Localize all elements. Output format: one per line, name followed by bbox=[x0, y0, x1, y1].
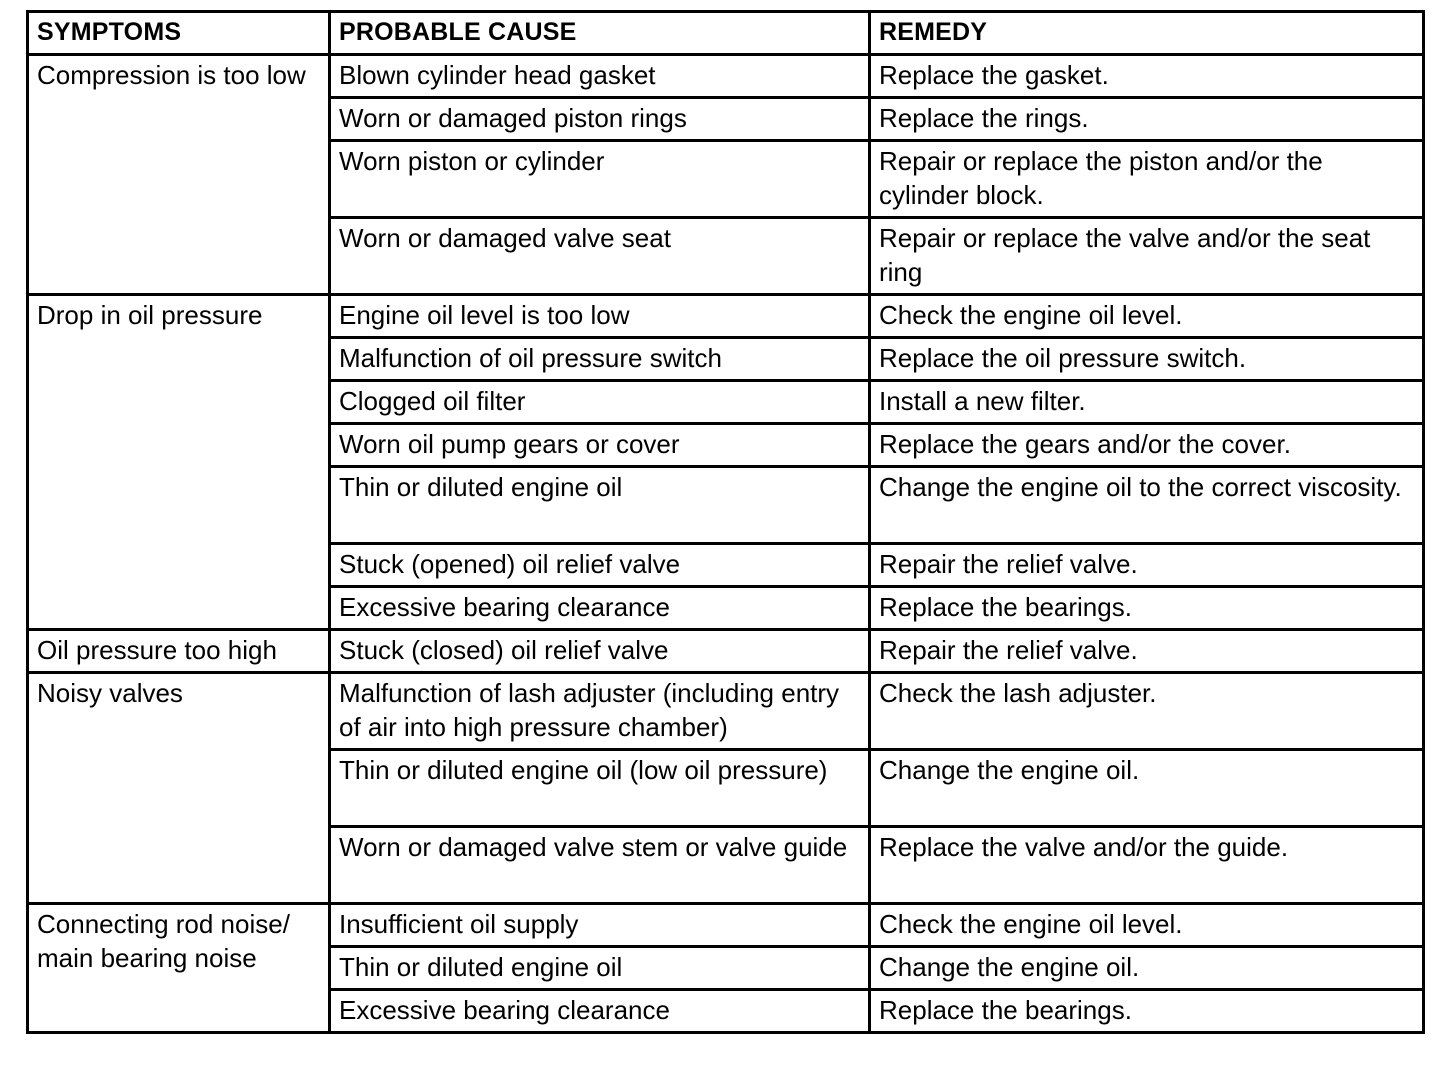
remedy-cell: Repair the relief valve. bbox=[870, 544, 1424, 587]
remedy-cell: Replace the valve and/or the guide. bbox=[870, 827, 1424, 904]
remedy-cell: Check the engine oil level. bbox=[870, 295, 1424, 338]
symptom-cell: Drop in oil pressure bbox=[28, 295, 330, 630]
remedy-cell: Repair or replace the valve and/or the seat ring bbox=[870, 218, 1424, 295]
cause-cell: Insufficient oil supply bbox=[330, 904, 870, 947]
cause-cell: Thin or diluted engine oil (low oil pressure) bbox=[330, 750, 870, 827]
remedy-cell: Change the engine oil. bbox=[870, 947, 1424, 990]
symptom-cell: Oil pressure too high bbox=[28, 630, 330, 673]
cause-cell: Malfunction of lash adjuster (including entry of air into high pressure chamber) bbox=[330, 673, 870, 750]
troubleshooting-table bbox=[26, 10, 1425, 1034]
header-probable-cause: PROBABLE CAUSE bbox=[330, 12, 870, 55]
cause-cell: Worn or damaged valve seat bbox=[330, 218, 870, 295]
remedy-cell: Install a new filter. bbox=[870, 381, 1424, 424]
header-symptoms: SYMPTOMS bbox=[28, 12, 330, 55]
remedy-cell: Replace the rings. bbox=[870, 98, 1424, 141]
remedy-cell: Replace the gears and/or the cover. bbox=[870, 424, 1424, 467]
remedy-cell: Check the lash adjuster. bbox=[870, 673, 1424, 750]
cause-cell: Worn or damaged piston rings bbox=[330, 98, 870, 141]
table-row bbox=[28, 673, 1424, 750]
table-row bbox=[28, 630, 1424, 673]
remedy-cell: Replace the oil pressure switch. bbox=[870, 338, 1424, 381]
cause-cell: Thin or diluted engine oil bbox=[330, 947, 870, 990]
remedy-cell: Check the engine oil level. bbox=[870, 904, 1424, 947]
cause-cell: Clogged oil filter bbox=[330, 381, 870, 424]
remedy-cell: Replace the gasket. bbox=[870, 55, 1424, 98]
cause-cell: Thin or diluted engine oil bbox=[330, 467, 870, 544]
cause-cell: Worn piston or cylinder bbox=[330, 141, 870, 218]
symptom-cell: Noisy valves bbox=[28, 673, 330, 904]
cause-cell: Blown cylinder head gasket bbox=[330, 55, 870, 98]
cause-cell: Excessive bearing clearance bbox=[330, 587, 870, 630]
cause-cell: Stuck (opened) oil relief valve bbox=[330, 544, 870, 587]
table-header-row bbox=[28, 12, 1424, 55]
cause-cell: Worn oil pump gears or cover bbox=[330, 424, 870, 467]
remedy-cell: Repair or replace the piston and/or the cylinder block. bbox=[870, 141, 1424, 218]
table-row bbox=[28, 55, 1424, 98]
table-row bbox=[28, 904, 1424, 947]
remedy-cell: Replace the bearings. bbox=[870, 990, 1424, 1033]
remedy-cell: Change the engine oil to the correct viscosity. bbox=[870, 467, 1424, 544]
remedy-cell: Replace the bearings. bbox=[870, 587, 1424, 630]
symptom-cell: Connecting rod noise/ main bearing noise bbox=[28, 904, 330, 1033]
symptom-cell: Compression is too low bbox=[28, 55, 330, 295]
table-row bbox=[28, 295, 1424, 338]
header-remedy: REMEDY bbox=[870, 12, 1424, 55]
cause-cell: Worn or damaged valve stem or valve guide bbox=[330, 827, 870, 904]
cause-cell: Stuck (closed) oil relief valve bbox=[330, 630, 870, 673]
remedy-cell: Change the engine oil. bbox=[870, 750, 1424, 827]
remedy-cell: Repair the relief valve. bbox=[870, 630, 1424, 673]
cause-cell: Excessive bearing clearance bbox=[330, 990, 870, 1033]
cause-cell: Engine oil level is too low bbox=[330, 295, 870, 338]
cause-cell: Malfunction of oil pressure switch bbox=[330, 338, 870, 381]
